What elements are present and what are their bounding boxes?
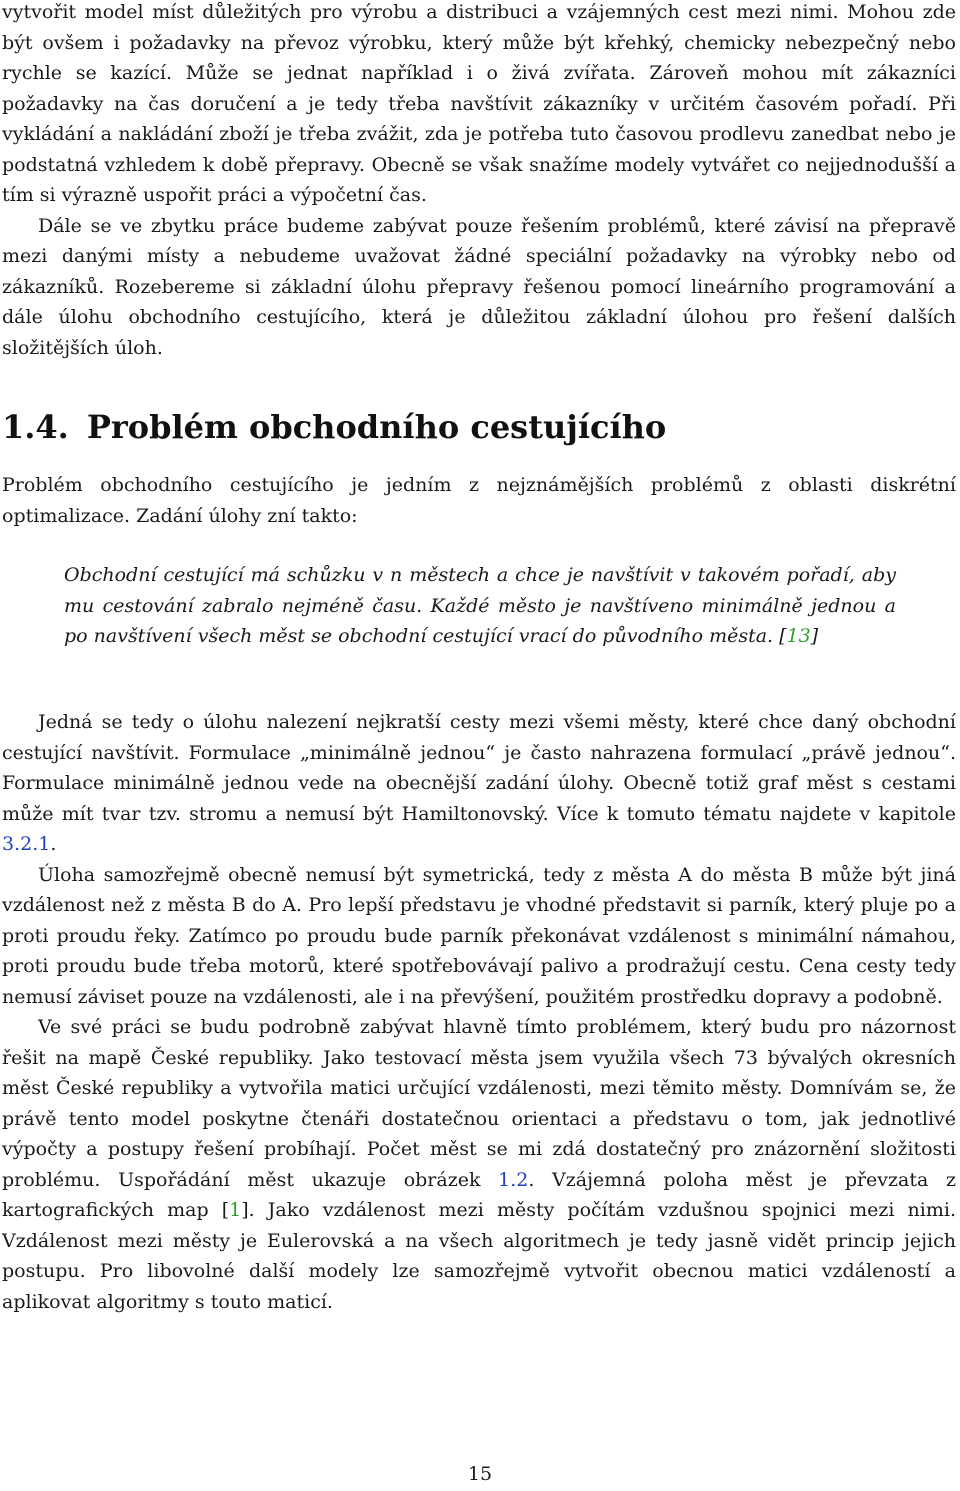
body-text-main [2, 707, 956, 1317]
section-heading [2, 404, 666, 450]
citation-link-1[interactable] [222, 1199, 249, 1221]
paragraph-scope: Dále se ve zbytku práce budeme zabývat pouze řešením problémů, které závisí na přepravě mezi danými místy a nebudeme uvažovat žádné speciální požadavky na výrobky nebo od zákazníků. Rozebereme si základní úlohu přepravy řešenou pomocí lineárního programování a dále úlohu obchodního cestujícího, která je důležitou základní úlohou pro řešení dalších složitějších úloh. [2, 214, 956, 359]
section-title: Problém obchodního cestujícího [86, 408, 667, 446]
paragraph-model: vytvořit model míst důležitých pro výrobu a distribuci a vzájemných cest mezi nimi. Mohou zde být ovšem i požadavky na převoz výrobku, který může být křehký, chemicky nebezpečný nebo rychle se kazící. Může se jednat například i o živá zvířata. Zároveň mohou mít zákazníci požadavky na čas doručení a je tedy třeba navštívit zákazníky v určitém časovém pořadí. Při vykládání a nakládání zboží je třeba zvážit, zda je potřeba tuto časovou prodlevu zanedbat nebo je podstatná vzhledem k době přepravy. Obecně se však snažíme modely vytvářet co nejjednodušší a tím si výrazně uspořit práci a výpočetní čas. [2, 1, 956, 206]
paragraph-czech-cities [2, 1012, 956, 1317]
citation-link-13[interactable] [779, 625, 818, 647]
figure-link[interactable]: 1.2 [498, 1168, 529, 1191]
citation-bracket-close: ] [810, 625, 819, 647]
citation-bracket-close: ] [241, 1199, 249, 1221]
citation-bracket-open: [ [221, 1199, 230, 1221]
citation-bracket-open: [ [779, 625, 787, 647]
body-text-top [2, 0, 956, 363]
page-number: 15 [467, 1463, 493, 1485]
chapter-link[interactable]: 3.2.1 [2, 833, 51, 855]
quote-text: Obchodní cestující má schůzku v n městech a chce je navštívit v takovém pořadí, aby mu cestování zabralo nejméně času. Každé město je navštíveno minimálně jednou a po navštívení všech měst se obchodní cestující vrací do původního města. [64, 564, 896, 647]
paragraph-text-end: . [50, 833, 57, 855]
section-number: 1.4. [2, 408, 69, 446]
paragraph-text: Ve své práci se budu podrobně zabývat hlavně tímto problémem, který budu pro názornost řešit na mapě České republiky. Jako testovací města jsem využila všech 73 bývalých okresních měst České republiky a vytvořila matici určující vzdálenosti, mezi těmito městy. Domnívám se, že právě tento model poskytne čtenáři dostatečnou orientaci a představu o tom, jak jednotlivé výpočty a postupy řešení probíhají. Počet měst se mi zdá dostatečný pro znázornění složitosti problému. Uspořádání měst ukazuje obrázek [2, 1016, 956, 1191]
paragraph-shortest-path [2, 707, 956, 860]
paragraph-text: Jedná se tedy o úlohu nalezení nejkratší cesty mezi všemi městy, které chce daný obchodní cestující navštívit. Formulace „minimálně jednou“ je často nahrazena formulací „právě jednou“. Formulace minimálně jednou vede na obecnější zadání úlohy. Obecně totiž graf měst s cestami může mít tvar tzv. stromu a nemusí být Hamiltonovský. Více k tomuto tématu najdete v kapitole [2, 711, 956, 825]
body-text-intro [2, 470, 956, 531]
problem-statement-quote [64, 560, 896, 652]
citation-number: 13 [786, 625, 811, 647]
paragraph-intro: Problém obchodního cestujícího je jedním z nejznámějších problémů z oblasti diskrétní optimalizace. Zadání úlohy zní takto: [2, 474, 956, 527]
paragraph-text-mid: . Vzájemná poloha měst je převzata z kartografických map [2, 1168, 956, 1221]
paragraph-text-end: . Jako vzdálenost mezi městy počítám vzdušnou spojnici mezi nimi. Vzdálenost mezi městy je Eulerovská a na všech algoritmech je tedy jasně vidět princip jejich postupu. Pro libovolné další modely lze samozřejmě vytvořit obecnou matici vzdáleností a aplikovat algoritmy s touto maticí. [2, 1199, 956, 1313]
paragraph-asymmetric: Úloha samozřejmě obecně nemusí být symetrická, tedy z města A do města B může být jiná vzdálenost než z města B do A. Pro lepší představu je vhodné představit si parník, který pluje po a proti proudu řeky. Zatímco po proudu bude parník překonávat vzdálenost s minimální námahou, proti proudu bude třeba motorů, které spotřebovávají palivo a prodražují cestu. Cena cesty tedy nemusí záviset pouze na vzdálenosti, ale i na převýšení, použitém prostředku dopravy a podobně. [2, 863, 956, 1008]
citation-number: 1 [229, 1199, 242, 1221]
